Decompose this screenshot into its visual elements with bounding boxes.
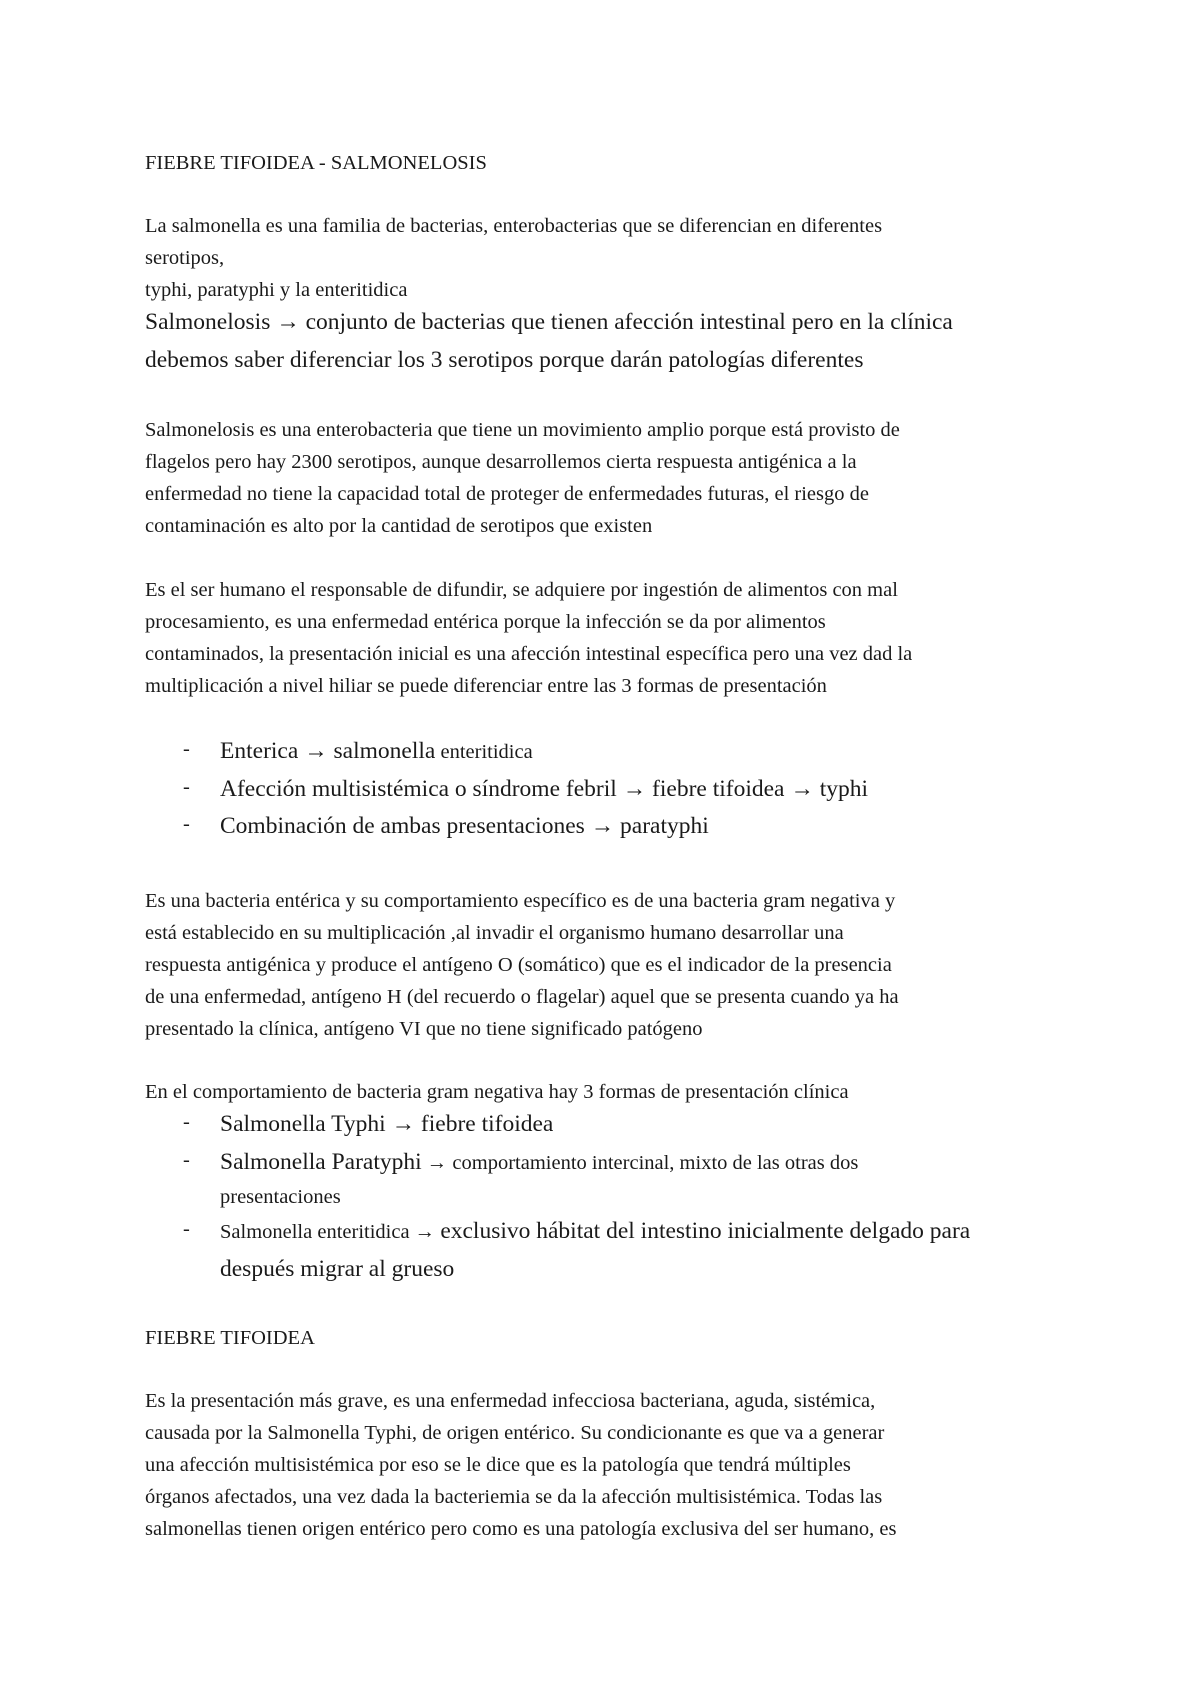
list-item-text-tail: enteritidica: [435, 741, 533, 763]
list-dash: -: [183, 1218, 190, 1240]
text-line: contaminación es alto por la cantidad de serotipos que existen: [145, 515, 653, 537]
list-item: [145, 1144, 1065, 1214]
section-title: FIEBRE TIFOIDEA: [145, 1327, 315, 1349]
list-dash: -: [183, 1148, 190, 1171]
text-line: presentado la clínica, antígeno VI que no tiene significado patógeno: [145, 1018, 703, 1040]
intro-paragraph: [145, 210, 1065, 306]
list-item: [145, 808, 1065, 846]
text-line: Es la presentación más grave, es una enfermedad infecciosa bacteriana, aguda, sistémica,: [145, 1390, 876, 1412]
text-line: enfermedad no tiene la capacidad total de proteger de enfermedades futuras, el riesgo de: [145, 483, 869, 505]
list-item-text-tail: exclusivo hábitat del intestino inicialmente delgado para: [440, 1218, 971, 1244]
list-item: [145, 1106, 1065, 1144]
list-dash: -: [183, 738, 190, 760]
text-line: debemos saber diferenciar los 3 serotipos porque darán patologías diferentes: [145, 346, 864, 373]
highlight-paragraph: [145, 304, 1065, 379]
text-line: procesamiento, es una enfermedad entérica porque la infección se da por alimentos: [145, 611, 826, 633]
paragraph-antigenos: [145, 885, 1065, 1045]
text-line: Salmonelosis → conjunto de bacterias que tienen afección intestinal pero en la clínica: [145, 309, 953, 335]
text-line: contaminados, la presentación inicial es una afección intestinal específica pero una vez dad la: [145, 643, 913, 665]
text-line: respuesta antigénica y produce el antígeno O (somático) que es el indicador de la presencia: [145, 954, 892, 976]
text-line: flagelos pero hay 2300 serotipos, aunque desarrollemos cierta respuesta antigénica a la: [145, 451, 857, 473]
text-line: Es el ser humano el responsable de difundir, se adquiere por ingestión de alimentos con mal: [145, 579, 898, 601]
text-line: causada por la Salmonella Typhi, de origen entérico. Su condicionante es que va a generar: [145, 1422, 885, 1444]
clinical-forms-list: [145, 1106, 1065, 1288]
text-line: Salmonelosis es una enterobacteria que tiene un movimiento amplio porque está provisto de: [145, 419, 900, 441]
document-title: FIEBRE TIFOIDEA - SALMONELOSIS: [145, 152, 487, 174]
list-dash: -: [183, 813, 190, 835]
text-line: una afección multisistémica por eso se le dice que es la patología que tendrá múltiples: [145, 1454, 851, 1476]
text-line: multiplicación a nivel hiliar se puede diferenciar entre las 3 formas de presentación: [145, 675, 827, 697]
list-item-text: Salmonella Paratyphi: [220, 1148, 422, 1175]
text-line: Es una bacteria entérica y su comportamiento específico es de una bacteria gram negativa y: [145, 890, 896, 912]
list-item-continuation: presentaciones: [220, 1186, 341, 1208]
list-item-text: Combinación de ambas presentaciones → paratyphi: [220, 813, 709, 839]
list-item-text: Salmonella enteritidica →: [220, 1221, 441, 1243]
list-item-text: Enterica → salmonella: [220, 738, 436, 764]
presentation-forms-list: [145, 733, 1065, 846]
paragraph-fiebre-tifoidea: [145, 1385, 1065, 1545]
text-line: La salmonella es una familia de bacterias, enterobacterias que se diferencian en diferentes: [145, 215, 883, 237]
paragraph-formas-clinicas: En el comportamiento de bacteria gram negativa hay 3 formas de presentación clínica: [145, 1081, 849, 1103]
text-line: typhi, paratyphi y la enteritidica: [145, 279, 408, 301]
paragraph-transmision: [145, 574, 1065, 702]
paragraph-serotipos: [145, 414, 1065, 542]
list-dash: -: [183, 775, 190, 798]
list-item: [145, 1213, 1065, 1288]
list-dash: -: [183, 1111, 190, 1133]
list-item: [145, 733, 1065, 771]
text-line: serotipos,: [145, 247, 225, 269]
text-line: salmonellas tienen origen entérico pero como es una patología exclusiva del ser humano, es: [145, 1518, 897, 1540]
list-item-text-tail: → comportamiento intercinal, mixto de las otras dos: [421, 1151, 859, 1174]
list-item-continuation: después migrar al grueso: [220, 1255, 455, 1282]
text-line: órganos afectados, una vez dada la bacteriemia se da la afección multisistémica. Todas las: [145, 1486, 883, 1508]
list-item: [145, 771, 1065, 809]
list-item-text: Salmonella Typhi → fiebre tifoidea: [220, 1111, 554, 1137]
text-line: de una enfermedad, antígeno H (del recuerdo o flagelar) aquel que se presenta cuando ya ha: [145, 986, 899, 1008]
list-item-text: Afección multisistémica o síndrome febril → fiebre tifoidea → typhi: [220, 775, 869, 802]
text-line: está establecido en su multiplicación ,al invadir el organismo humano desarrollar una: [145, 922, 844, 944]
